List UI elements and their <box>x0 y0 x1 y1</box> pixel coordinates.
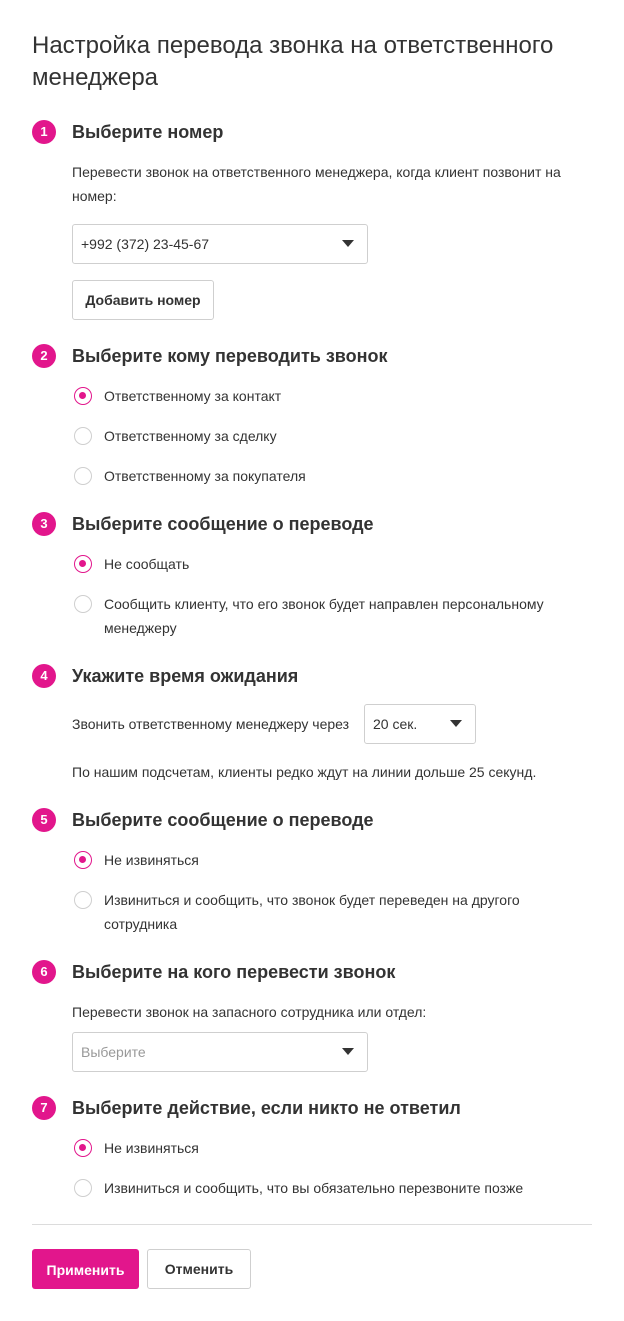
caret-down-icon <box>342 1048 354 1055</box>
radio-label-no-notify[interactable]: Не сообщать <box>104 556 190 572</box>
radio-no-notify[interactable] <box>74 555 92 573</box>
wait-time-hint: По нашим подсчетам, клиенты редко ждут на линии дольше 25 секунд. <box>72 764 537 780</box>
backup-employee-select[interactable] <box>72 1032 368 1072</box>
step-number-2: 2 <box>32 344 56 368</box>
footer-divider <box>32 1224 592 1225</box>
phone-number-select[interactable] <box>72 224 368 264</box>
step-title-5: Выберите сообщение о переводе <box>72 810 374 830</box>
wait-time-label: Звонить ответственному менеджеру через <box>72 716 350 732</box>
radio-label-responsible-deal[interactable]: Ответственному за сделку <box>104 428 277 444</box>
apply-button[interactable]: Применить <box>32 1249 139 1289</box>
backup-employee-placeholder: Выберите <box>81 1044 146 1060</box>
radio-label-apologize-callback[interactable]: Извиниться и сообщить, что вы обязательно перезвоните позже <box>104 1180 524 1196</box>
radio-label-no-apology-unanswered[interactable]: Не извиняться <box>104 1140 199 1156</box>
radio-responsible-contact[interactable] <box>74 387 92 405</box>
caret-down-icon <box>342 240 354 247</box>
step-title-6: Выберите на кого перевести звонок <box>72 962 396 982</box>
step-number-7: 7 <box>32 1096 56 1120</box>
step-title-3: Выберите сообщение о переводе <box>72 514 374 534</box>
wait-time-select[interactable] <box>364 704 476 744</box>
radio-label-responsible-contact[interactable]: Ответственному за контакт <box>104 388 282 404</box>
step-number-6: 6 <box>32 960 56 984</box>
step-number-5: 5 <box>32 808 56 832</box>
radio-apologize-callback[interactable] <box>74 1179 92 1197</box>
radio-no-apology[interactable] <box>74 851 92 869</box>
radio-no-apology-unanswered[interactable] <box>74 1139 92 1157</box>
phone-number-value: +992 (372) 23-45-67 <box>81 236 210 252</box>
radio-responsible-buyer[interactable] <box>74 467 92 485</box>
step-title-7: Выберите действие, если никто не ответил <box>72 1098 461 1118</box>
page-title: Настройка перевода звонка на ответственного менеджера <box>32 32 554 91</box>
wait-time-value: 20 сек. <box>373 716 418 732</box>
step-title-2: Выберите кому переводить звонок <box>72 346 388 366</box>
radio-apologize-transfer[interactable] <box>74 891 92 909</box>
cancel-button[interactable]: Отменить <box>147 1249 251 1289</box>
step-number-4: 4 <box>32 664 56 688</box>
step-1-description: Перевести звонок на ответственного менеджера, когда клиент позвонит на номер: <box>72 164 561 204</box>
radio-responsible-deal[interactable] <box>74 427 92 445</box>
radio-label-notify-client[interactable]: Сообщить клиенту, что его звонок будет направлен персональному менеджеру <box>104 596 544 636</box>
add-number-button[interactable]: Добавить номер <box>72 280 214 320</box>
caret-down-icon <box>450 720 462 727</box>
step-number-3: 3 <box>32 512 56 536</box>
step-number-1: 1 <box>32 120 56 144</box>
step-title-4: Укажите время ожидания <box>72 666 299 686</box>
radio-label-responsible-buyer[interactable]: Ответственному за покупателя <box>104 468 306 484</box>
radio-notify-client[interactable] <box>74 595 92 613</box>
radio-label-no-apology[interactable]: Не извиняться <box>104 852 199 868</box>
step-title-1: Выберите номер <box>72 122 224 142</box>
step-6-description: Перевести звонок на запасного сотрудника или отдел: <box>72 1004 427 1020</box>
radio-label-apologize-transfer[interactable]: Извиниться и сообщить, что звонок будет переведен на другого сотрудника <box>104 892 520 932</box>
